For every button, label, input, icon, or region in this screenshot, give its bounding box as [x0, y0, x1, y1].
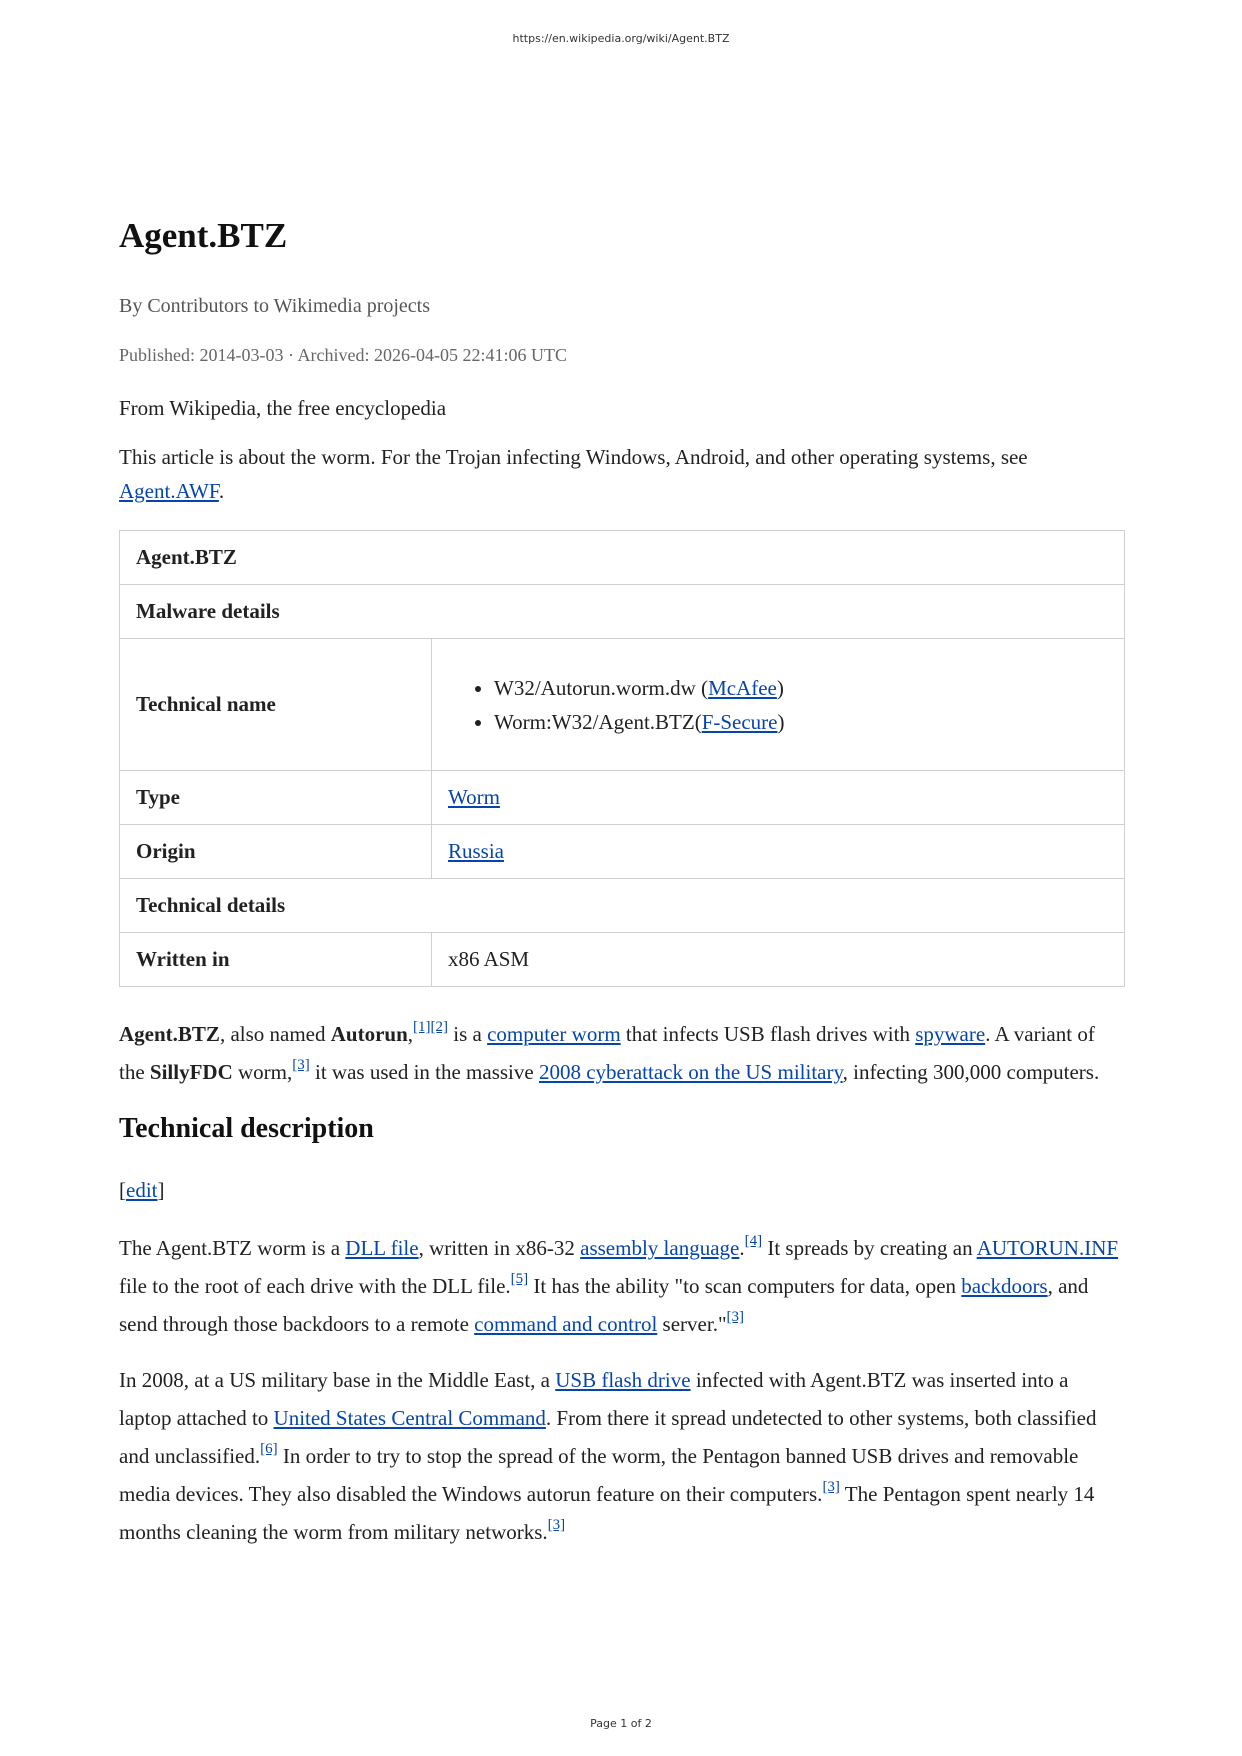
computer-worm-link[interactable]: computer worm	[487, 1022, 621, 1046]
technical-paragraph-1: The Agent.BTZ worm is a DLL file, written in x86-32 assembly language.[4] It spreads by creating an AUTORUN.INF file to the root of each drive with the DLL file.[5] It has the ability "to scan computers for data, open backdoors, and send through those backdoors to a remote command and control server."[3]	[119, 1233, 1119, 1336]
reference-link[interactable]: [1]	[413, 1019, 431, 1035]
infobox-value-type	[432, 771, 1125, 825]
usb-flash-drive-link[interactable]: USB flash drive	[555, 1368, 691, 1392]
reference-link[interactable]: [2]	[430, 1019, 449, 1035]
hatnote: This article is about the worm. For the Trojan infecting Windows, Android, and other operating systems, see Agent.AWF.	[119, 445, 1028, 503]
cyberattack-link[interactable]: 2008 cyberattack on the US military	[538, 1060, 843, 1084]
reference-link[interactable]: [3]	[292, 1057, 310, 1073]
centcom-link[interactable]: United States Central Command	[273, 1406, 546, 1430]
technical-name-list	[448, 671, 1108, 739]
byline: By Contributors to Wikimedia projects	[119, 295, 431, 317]
infobox-label-written-in: Written in	[120, 933, 432, 987]
reference-link[interactable]: [3]	[547, 1517, 566, 1533]
infobox-section-malware-details: Malware details	[120, 585, 1125, 639]
infobox	[119, 530, 1125, 987]
infobox-label-origin: Origin	[120, 825, 432, 879]
infobox-section-technical-details: Technical details	[120, 879, 1125, 933]
assembly-language-link[interactable]: assembly language	[580, 1236, 740, 1260]
infobox-value-origin	[432, 825, 1125, 879]
technical-paragraph-2: In 2008, at a US military base in the Middle East, a USB flash drive infected with Agent.BTZ was inserted into a laptop attached to United States Central Command. From there it spread undetected to other systems, both classified and unclassified.[6] In order to try to stop the spread of the worm, the Pentagon banned USB drives and removable media devices. They also disabled the Windows autorun feature on their computers.[3] The Pentagon spent nearly 14 months cleaning the worm from military networks.[3]	[119, 1368, 1097, 1544]
intro-paragraph: Agent.BTZ, also named Autorun,[1][2] is a computer worm that infects USB flash drives with spyware. A variant of the SillyFDC worm,[3] it was used in the massive 2008 cyberattack on the US military, infecting 300,000 computers.	[119, 1019, 1100, 1084]
infobox-label-technical-name: Technical name	[120, 639, 432, 771]
page-url: https://en.wikipedia.org/wiki/Agent.BTZ	[512, 32, 730, 45]
edit-section: [edit]	[119, 1178, 165, 1202]
reference-link[interactable]: [6]	[260, 1441, 278, 1457]
edit-link[interactable]: edit	[126, 1178, 158, 1202]
list-item: • Worm:W32/Agent.BTZ(F-Secure)	[494, 705, 1108, 739]
mcafee-link[interactable]: McAfee	[708, 675, 777, 700]
f-secure-link[interactable]: F-Secure	[701, 709, 778, 734]
reference-link[interactable]: [5]	[510, 1271, 529, 1287]
article	[119, 214, 1124, 1569]
russia-link[interactable]: Russia	[448, 839, 505, 863]
infobox-value-technical-name	[432, 639, 1125, 771]
page-title: Agent.BTZ	[119, 216, 288, 255]
command-and-control-link[interactable]: command and control	[474, 1312, 658, 1336]
infobox-label-type: Type	[120, 771, 432, 825]
reference-link[interactable]: [4]	[744, 1233, 763, 1249]
site-sub: From Wikipedia, the free encyclopedia	[119, 396, 447, 420]
worm-link[interactable]: Worm	[448, 785, 500, 809]
reference-link[interactable]: [3]	[726, 1309, 745, 1325]
reference-link[interactable]: [3]	[822, 1479, 840, 1495]
autorun-inf-link[interactable]: AUTORUN.INF	[976, 1236, 1119, 1260]
spyware-link[interactable]: spyware	[915, 1022, 986, 1046]
page-number: Page 1 of 2	[590, 1717, 652, 1730]
infobox-value-written-in: x86 ASM	[432, 933, 1125, 987]
hatnote-link[interactable]: Agent.AWF	[119, 479, 219, 503]
backdoors-link[interactable]: backdoors	[961, 1274, 1048, 1298]
list-item: • W32/Autorun.worm.dw (McAfee)	[494, 671, 1108, 705]
dll-file-link[interactable]: DLL file	[345, 1236, 419, 1260]
section-heading: Technical description	[119, 1113, 374, 1144]
publish-meta: Published: 2014-03-03 · Archived: 2026-04-05 22:41:06 UTC	[119, 345, 567, 365]
infobox-title: Agent.BTZ	[120, 531, 1125, 585]
